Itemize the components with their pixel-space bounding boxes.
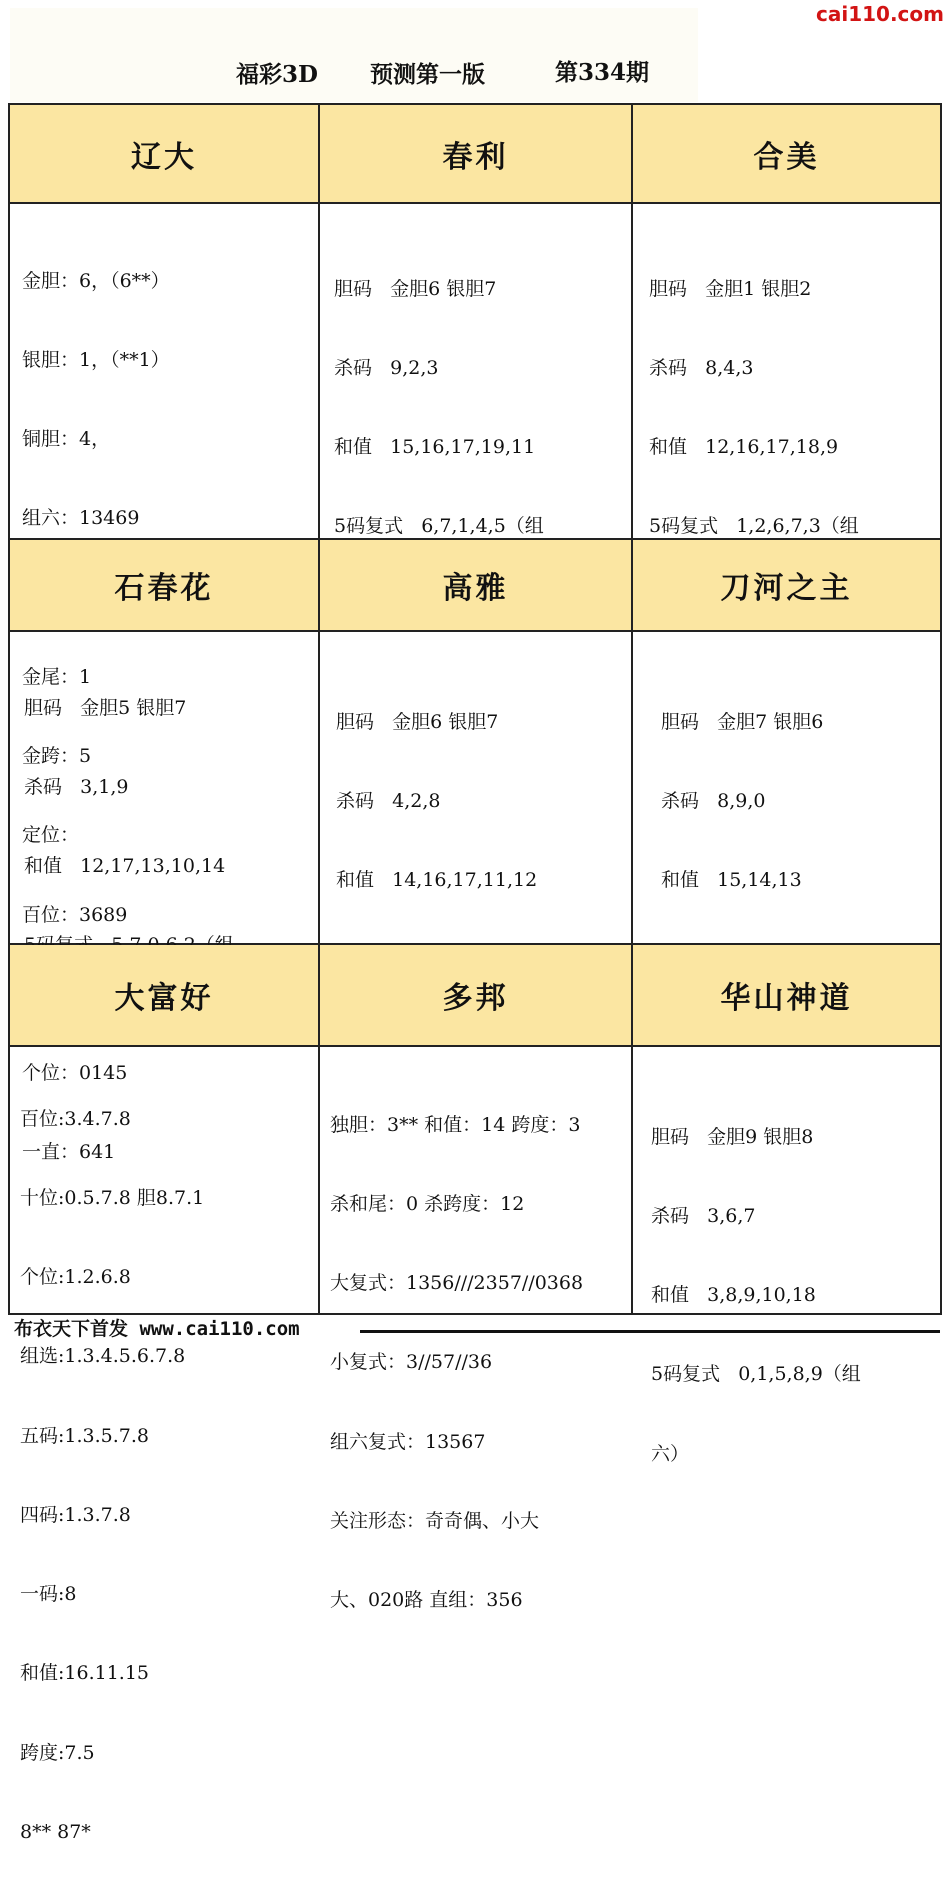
expert-card — [320, 105, 633, 540]
prediction-line: 一直：641 — [22, 1141, 116, 1164]
prediction-line: 杀码 3,6,7 — [651, 1205, 756, 1228]
expert-name: 华山神道 — [633, 945, 940, 1047]
prediction-line: 5码复式 6,7,1,4,5（组 — [334, 515, 544, 538]
prediction-line: 六） — [651, 1442, 690, 1465]
prediction-line: 5码复式 0,1,5,8,9（组 — [651, 1363, 861, 1386]
expert-name: 合美 — [633, 105, 940, 204]
prediction-line: 金跨：5 — [22, 745, 92, 768]
prediction-line: 胆码 金胆5 银胆7 — [24, 696, 187, 719]
prediction-line: 关注形态：奇奇偶、小大 — [330, 1509, 540, 1532]
prediction-line: 胆码 金胆1 银胆2 — [649, 277, 812, 300]
prediction-line: 一码:8 — [20, 1583, 77, 1606]
prediction-line: 杀码 8,9,0 — [661, 790, 766, 813]
edition-label: 预测第一版 — [370, 61, 485, 88]
footer-rule — [360, 1330, 940, 1333]
prediction-line: 胆码 金胆6 银胆7 — [336, 710, 499, 733]
prediction-line: 铜胆：4， — [22, 428, 111, 451]
expert-name: 刀河之主 — [633, 540, 940, 632]
prediction-line: 胆码 金胆6 银胆7 — [334, 277, 497, 300]
expert-card — [633, 540, 940, 945]
prediction-line: 胆码 金胆7 银胆6 — [661, 710, 824, 733]
prediction-line: 5码复式 1,2,6,7,3（组 — [649, 515, 859, 538]
prediction-line: 和值:16.11.15 — [20, 1662, 150, 1685]
expert-name: 大富好 — [10, 945, 318, 1047]
expert-card — [633, 105, 940, 540]
expert-name: 多邦 — [320, 945, 631, 1047]
prediction-line: 百位:3.4.7.8 — [20, 1107, 131, 1130]
prediction-line: 和值 12,16,17,18,9 — [649, 436, 839, 459]
prediction-line: 杀码 8,4,3 — [649, 357, 754, 380]
prediction-line: 独胆：3** 和值：14 跨度：3 — [330, 1113, 581, 1136]
prediction-line: 定位： — [22, 824, 80, 847]
prediction-line: 组六：13469 — [22, 507, 140, 530]
expert-predictions — [633, 1071, 940, 1520]
prediction-line: 四码:1.3.7.8 — [20, 1503, 131, 1526]
prediction-line: 杀和尾：0 杀跨度：12 — [330, 1193, 525, 1216]
expert-card — [10, 540, 320, 945]
prediction-line: 8** 87* — [20, 1820, 91, 1843]
footer-credit: 布衣天下首发 www.cai110.com — [14, 1318, 300, 1340]
prediction-line: 杀码 9,2,3 — [334, 357, 439, 380]
prediction-line: 小复式：3//57//36 — [330, 1351, 493, 1374]
prediction-line: 五码:1.3.5.7.8 — [20, 1424, 150, 1447]
expert-predictions — [10, 1053, 318, 1898]
expert-name: 石春花 — [10, 540, 318, 632]
expert-card — [633, 945, 940, 1465]
prediction-line: 和值 15,16,17,19,11 — [334, 436, 536, 459]
prediction-line: 银胆：1，（**1） — [22, 349, 170, 372]
prediction-line: 金尾：1 — [22, 665, 92, 688]
prediction-line: 和值 3,8,9,10,18 — [651, 1284, 816, 1307]
prediction-line: 和值 12,17,13,10,14 — [24, 855, 226, 878]
prediction-line: 大、020路 直组：356 — [330, 1589, 523, 1612]
prediction-line: 组六复式：13567 — [330, 1430, 486, 1453]
expert-name: 春利 — [320, 105, 631, 204]
prediction-line: 大复式：1356///2357//0368 — [330, 1272, 584, 1295]
expert-name: 辽大 — [10, 105, 318, 204]
prediction-line: 和值 15,14,13 — [661, 869, 802, 892]
issue-number: 第334期 — [555, 59, 650, 86]
prediction-line: 十位:0.5.7.8 胆8.7.1 — [20, 1187, 205, 1210]
site-watermark: cai110.com — [816, 2, 944, 26]
expert-card — [320, 540, 633, 945]
expert-name: 高雅 — [320, 540, 631, 632]
prediction-line: 和值 14,16,17,11,12 — [336, 869, 538, 892]
expert-card — [320, 945, 633, 1612]
expert-predictions — [320, 1059, 631, 1666]
prediction-line: 跨度:7.5 — [20, 1741, 95, 1764]
prediction-line: 杀码 3,1,9 — [24, 776, 129, 799]
prediction-line: 杀码 4,2,8 — [336, 790, 441, 813]
prediction-line: 胆码 金胆9 银胆8 — [651, 1125, 814, 1148]
lottery-title: 福彩3D — [236, 61, 318, 88]
prediction-line: 百位：3689 — [22, 903, 128, 926]
prediction-line: 金胆：6，（6**） — [22, 269, 170, 292]
prediction-line: 个位：0145 — [22, 1062, 128, 1084]
prediction-line: 个位:1.2.6.8 — [20, 1266, 131, 1289]
prediction-line: 组选:1.3.4.5.6.7.8 — [20, 1345, 186, 1368]
